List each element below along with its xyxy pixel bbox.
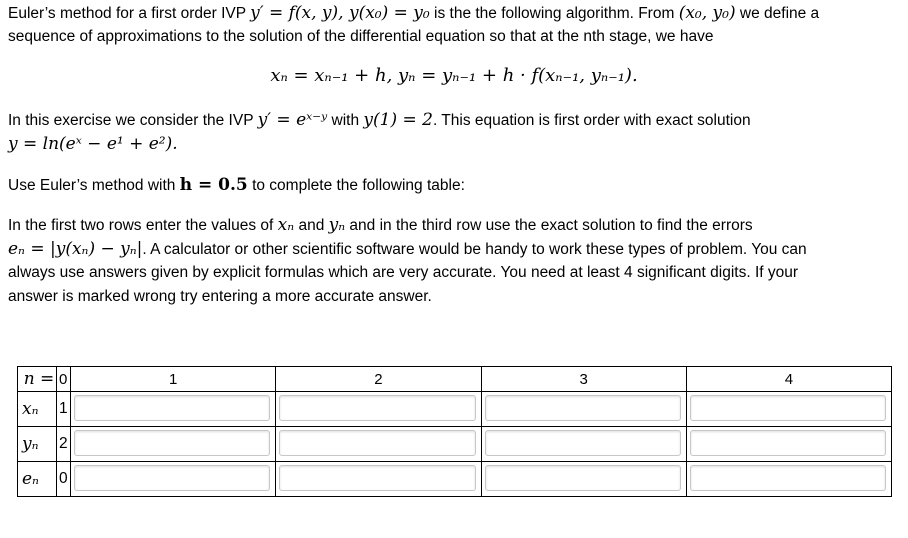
row-symbol: eₙ (22, 469, 39, 489)
table-cell (276, 462, 481, 497)
instructions-text: and in the third row use the exact solution to find the errors (345, 217, 753, 234)
row-symbol: xₙ (22, 399, 39, 419)
xn-symbol: xₙ (277, 215, 295, 235)
e1-input[interactable] (74, 465, 270, 491)
instructions-line-1 (8, 213, 904, 238)
table-header-row (18, 367, 892, 392)
n-label: n = (23, 369, 55, 389)
row-label-yn (18, 427, 71, 462)
step-size: h = 0.5 (179, 175, 248, 195)
y3-input[interactable] (485, 430, 681, 456)
y2-input[interactable] (279, 430, 475, 456)
column-header: 2 (276, 367, 481, 392)
x4-input[interactable] (690, 395, 886, 421)
table-cell (276, 427, 481, 462)
exercise-text: In this exercise we consider the IVP (8, 112, 258, 129)
column-header: 1 (71, 367, 276, 392)
use-text: to complete the following table: (247, 177, 465, 194)
column-header: 4 (686, 367, 891, 392)
exercise-text: with (327, 112, 364, 129)
table-row-yn (18, 427, 892, 462)
initial-condition: y(1) = 2 (363, 110, 433, 130)
row-initial-value: 1 (56, 392, 70, 426)
table-cell (481, 462, 686, 497)
e2-input[interactable] (279, 465, 475, 491)
intro-text: is the the following algorithm. From (429, 5, 679, 22)
table-cell (481, 427, 686, 462)
intro-text: we define a (735, 5, 820, 22)
table-cell (71, 392, 276, 427)
instructions-line-3: always use answers given by explicit formulas which are very accurate. You need at least 4 significant digits. If your (8, 264, 799, 281)
initial-point: (x₀, y₀) (678, 3, 736, 23)
euler-formula: xₙ = xₙ₋₁ + h, yₙ = yₙ₋₁ + h · f(xₙ₋₁, yₙ₋₁). (270, 65, 638, 86)
intro-line-1 (8, 1, 904, 26)
table-cell (686, 462, 891, 497)
table-cell (276, 392, 481, 427)
column-header: 3 (481, 367, 686, 392)
row-initial-value: 0 (56, 462, 70, 496)
instructions-text: and (294, 217, 329, 234)
table-row-en (18, 462, 892, 497)
table-cell (686, 427, 891, 462)
e4-input[interactable] (690, 465, 886, 491)
x2-input[interactable] (279, 395, 475, 421)
row-initial-value: 2 (56, 427, 70, 461)
table-cell (686, 392, 891, 427)
y1-input[interactable] (74, 430, 270, 456)
table-cell (71, 427, 276, 462)
exact-solution: y = ln(eˣ − e¹ + e²). (8, 134, 178, 154)
error-formula: eₙ = |y(xₙ) − yₙ| (8, 239, 143, 259)
yn-symbol: yₙ (328, 215, 346, 235)
table-cell (481, 392, 686, 427)
row-symbol: yₙ (22, 434, 39, 454)
e3-input[interactable] (485, 465, 681, 491)
table-row-xn (18, 392, 892, 427)
intro-text: Euler’s method for a first order IVP (8, 5, 251, 22)
instructions-text: In the first two rows enter the values of (8, 217, 278, 234)
n-header (18, 367, 71, 392)
ivp-equation: y′ = f(x, y), y(x₀) = y₀ (250, 3, 430, 23)
use-text: Use Euler’s method with (8, 177, 180, 194)
ivp-equation: y′ = eˣ⁻ʸ (257, 110, 328, 130)
y4-input[interactable] (690, 430, 886, 456)
euler-table (17, 366, 892, 497)
exercise-line-1 (8, 108, 904, 133)
exercise-text: . This equation is first order with exact solution (432, 112, 751, 129)
instructions-line-4: answer is marked wrong try entering a more accurate answer. (8, 288, 432, 305)
x3-input[interactable] (485, 395, 681, 421)
use-line (8, 173, 904, 198)
row-label-xn (18, 392, 71, 427)
x1-input[interactable] (74, 395, 270, 421)
intro-line-2: sequence of approximations to the solution of the differential equation so that at the nth stage, we have (8, 28, 714, 45)
n-zero: 0 (56, 367, 70, 391)
row-label-en (18, 462, 71, 497)
instructions-line-2 (8, 237, 904, 262)
table-cell (71, 462, 276, 497)
instructions-text: . A calculator or other scientific software would be handy to work these types of problem. You can (142, 241, 807, 258)
